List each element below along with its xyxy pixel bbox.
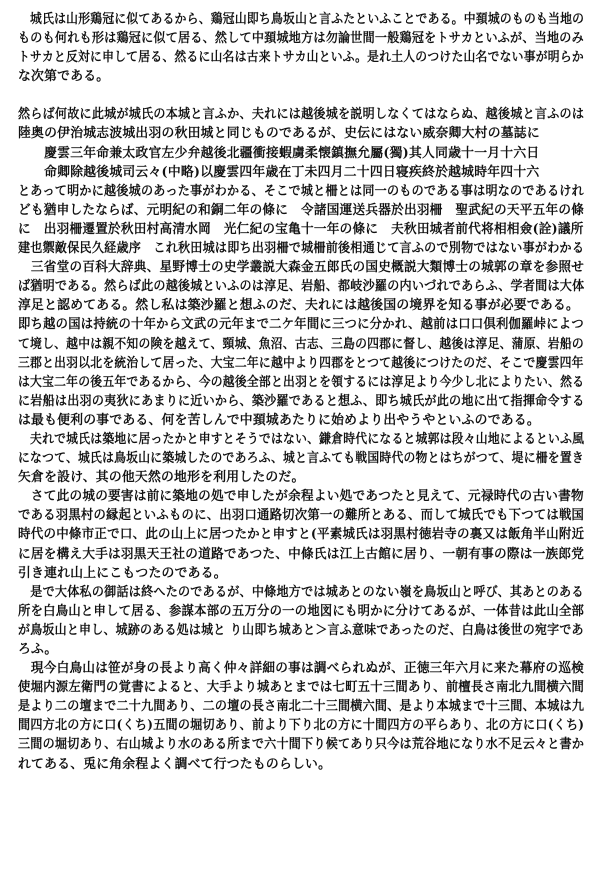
text-line: とあって明かに越後城のあった事がわかる、そこで城と柵とは同一のものである事は明なのであるけれ: [18, 183, 584, 199]
text-line: ども猶申したならば、元明紀の和銅二年の條に 令諸国運送兵器於出羽柵 聖武紀の天平五年の條: [18, 202, 584, 218]
text-line: 時代の中條市正で口、此の山上に居つたかと申すと(平素城氏は羽黒村徳岩寺の裏又は飯角半山附近: [18, 527, 584, 543]
text-line: 陸奥の伊治城志波城出羽の秋田城と同じものであるが、史伝にはない威奈卿大村の墓誌に: [18, 126, 540, 142]
paragraph-gap: [18, 86, 582, 105]
paragraph: [18, 105, 582, 258]
text-line: 三間の堀切あり、右山城より水のある所まで六十間下り候てあり只今は荒谷地になり水不足云々と書か: [18, 737, 584, 753]
text-line: は大宝二年の後五年であるから、今の越後全部と出羽とを領するには淳足より今少し北によりたい、然る: [18, 374, 584, 390]
text-line: さて此の城の要害は前に築地の処で申したが余程よい処であつたと見えて、元禄時代の古い書物: [18, 489, 584, 505]
text-line: 城氏は山形鶏冠に似てあるから、鶏冠山即ち鳥坂山と言ふたといふことである。中頚城のものも当地の: [18, 12, 584, 27]
text-line: て境し、越中は親不知の険を越えて、頸城、魚沼、古志、三島の四郡に督し、越後は淳足、蒲原、岩船の: [18, 336, 584, 352]
text-line: 所を白鳥山と申して居る、参謀本部の五万分の一の地図にも明かに分けてあるが、一体昔は此山全部: [18, 603, 584, 619]
text-line: 即ち越の国は持統の十年から文武の元年まで二ケ年間に三つに分かれ、越前は口口倶利伽羅峠によつ: [18, 317, 584, 333]
paragraph: [18, 487, 582, 582]
text-line: 三郡と出羽以北を統治して居った、大宝二年に越中より四郡をとつて越後につけたのだ、そこで慶雲四年: [18, 355, 584, 371]
text-line: ものも何れも形は鶏冠に似て居る、然して中頚城地方は勿論世間一般鶏冠をトサカといふが、当地のみ: [18, 31, 584, 47]
paragraph: [18, 258, 582, 315]
text-line: である羽黒村の縁起といふものに、出羽口通路切次第一の難所とある、而して城氏でも下つては戦国: [18, 508, 584, 524]
text-line: は最も便利の事である、何を苦しんで中頚城あたりに始めより出やうやといふのである。: [18, 412, 540, 428]
text-line: に岩船は出羽の夷狄にあまりに近いから、築沙羅であると想ふ、即ち城氏が此の地に出て指揮命令する: [18, 393, 584, 409]
text-line: 命卿除越後城司云々(中略)以慶雲四年歳在丁未四月二十四日寝疾終於越城時年四十六: [18, 164, 540, 180]
text-line: 是で大体私の御話は終へたのであるが、中條地方では城あとのない嶺を鳥坂山と呼び、其あとのある: [18, 584, 584, 600]
paragraph: [18, 315, 582, 430]
paragraph: [18, 430, 582, 487]
text-line: 淳足と認めてある。然し私は築沙羅と想ふのだ、夫れには越後国の境界を知る事が必要である。: [18, 298, 580, 314]
paragraph: [18, 10, 582, 86]
text-line: な次第である。: [18, 69, 110, 85]
text-line: れてある、兎に角余程よく調べて行つたものらしい。: [18, 756, 332, 772]
text-line: トサカと反対に申して居る、然るに山名は古来トサカ山といふ。是れ土人のつけた山名でない事が明らか: [18, 50, 584, 66]
text-line: 三省堂の百科大辞典、星野博士の史学叢説大森金五郎氏の国史概説大類博士の城郭の章を参照せ: [18, 260, 584, 276]
text-line: に 出羽柵遷置於秋田村高清水岡 光仁紀の宝亀十一年の條に 夫秋田城者前代将相相僉(詮)議所: [18, 221, 584, 237]
text-line: になつて、城氏は鳥坂山に築城したのであろふ、城と言ふても戦国時代の物とはちがつて、堤に柵を置き: [18, 451, 584, 467]
paragraph: [18, 583, 582, 659]
text-line: 間四方北の方に口(くち)五間の堀切あり、前より下り北の方に十間四方の平らあり、北の方に口(くち): [18, 718, 584, 734]
text-line: 矢倉を設け、其の他天然の地形を利用したのだ。: [18, 470, 305, 486]
text-line: 然らば何故に此城が城氏の本城と言ふか、夫れには越後城を説明しなくてはならぬ、越後城と言ふのは: [18, 107, 584, 123]
text-line: 建也禦敵保民久経歳序 これ秋田城は即ち出羽柵で城柵前後相通じて言ふので別物ではない事がわかる: [18, 241, 584, 257]
text-line: 夫れで城氏は築地に居ったかと申すとそうではない、鎌倉時代になると城郭は段々山地によるといふ風: [18, 431, 584, 447]
text-line: 引き連れ山上にこもつたのである。: [18, 565, 227, 581]
text-line: 現今白鳥山は笹が身の長より高く仲々詳細の事は調べられぬが、正徳三年六月に来た幕府の巡検: [18, 661, 584, 677]
text-line: に居を構え大手は羽黒天王社の道路であつた、中條氏は江上古館に居り、一朝有事の際は一族郎党: [18, 546, 584, 562]
text-line: 使堀内源左衛門の覚書によると、大手より城あとまでは七町五十三間あり、前檀長さ南北九間横六間: [18, 680, 584, 696]
text-line: ろふ。: [18, 642, 58, 657]
text-line: 慶雲三年命兼太政官左少弁越後北疆衝接蝦虜柔懐鎮撫允屬(獨)其人同歳十一月十六日: [18, 145, 540, 161]
paragraph: [18, 659, 582, 774]
text-line: 是より二の壇まで二十九間あり、二の壇の長さ南北二十三間横六間、是より本城まで十三間、本城は九: [18, 699, 584, 715]
text-line: が鳥坂山と申し、城跡のある処は城と り山即ち城あと＞言ふ意味であったのだ、白鳥は後世の宛字であ: [18, 622, 584, 638]
text-line: ば猶明である。然らば此の越後城といふのは淳足、岩船、都岐沙羅の内いづれであらふ、学者間は大体: [18, 279, 584, 295]
